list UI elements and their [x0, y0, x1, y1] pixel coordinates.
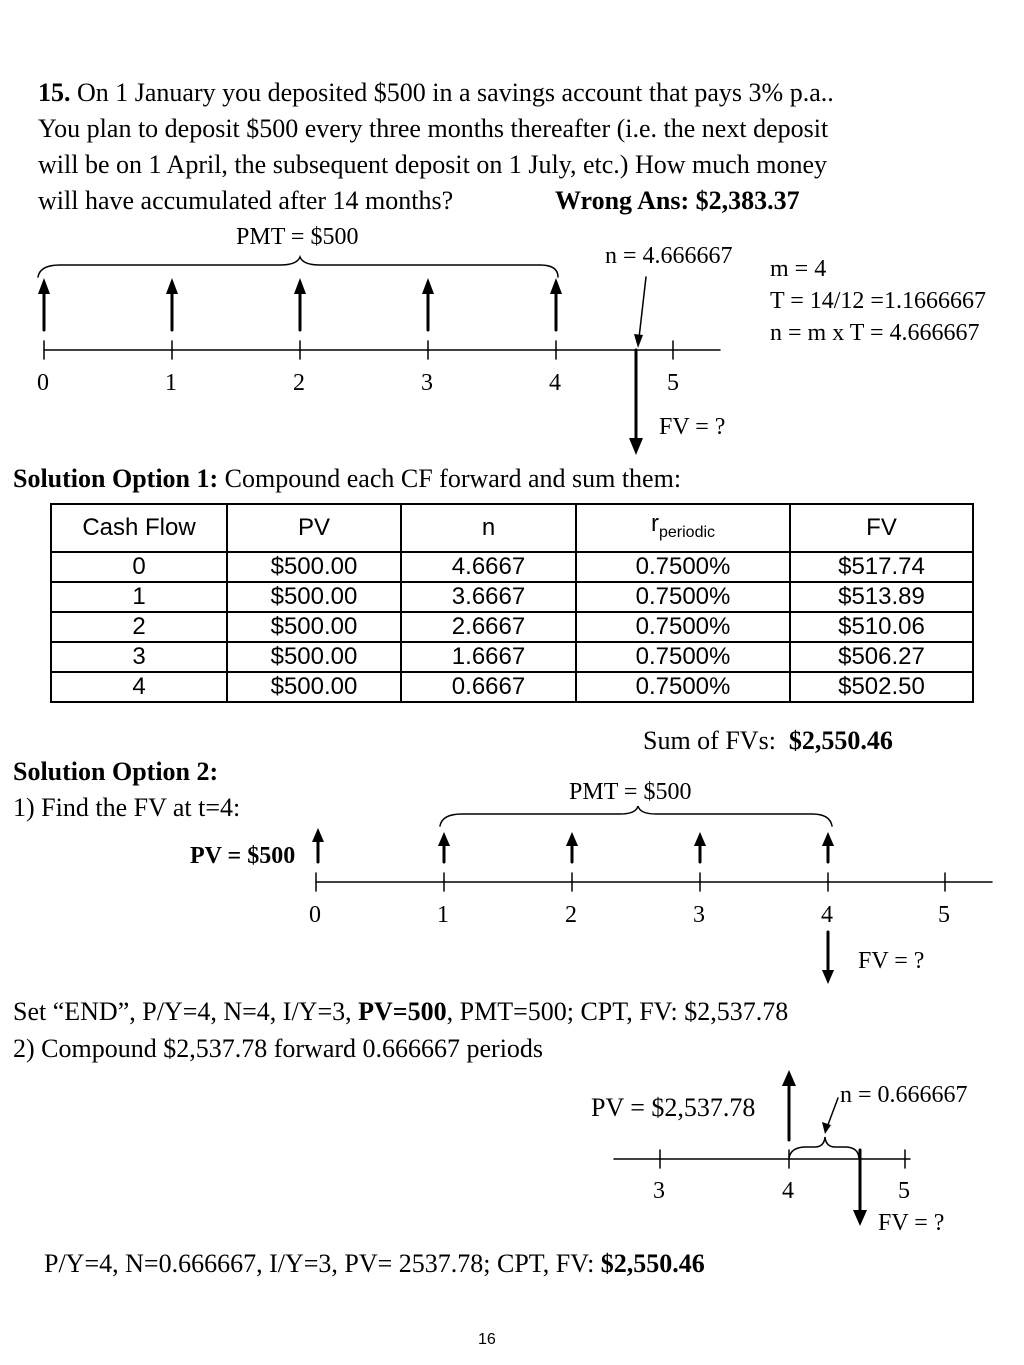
n-label-1: n = 4.666667 [605, 243, 733, 269]
cell: $500.00 [227, 582, 401, 612]
option2-step1: 1) Find the FV at t=4: [13, 793, 241, 822]
problem-line-1: 15. On 1 January you deposited $500 in a savings account that pays 3% p.a.. [38, 78, 834, 107]
note-m: m = 4 [770, 256, 827, 282]
col-fv: FV [790, 504, 973, 552]
cell: 0.7500% [576, 612, 790, 642]
cell: $513.89 [790, 582, 973, 612]
option1-text: Compound each CF forward and sum them: [218, 464, 682, 493]
table-row [51, 642, 973, 672]
tick-label: 2 [293, 370, 305, 396]
final-calculation: P/Y=4, N=0.666667, I/Y=3, PV= 2537.78; CPT, FV: $2,550.46 [44, 1249, 705, 1278]
pmt-brace-1 [38, 257, 558, 277]
problem-line-3: will be on 1 April, the subsequent deposit on 1 July, etc.) How much money [38, 150, 828, 179]
option2-heading: Solution Option 2: [13, 757, 219, 786]
calculator-step: Set “END”, P/Y=4, N=4, I/Y=3, PV=500, PMT=500; CPT, FV: $2,537.78 [13, 997, 789, 1026]
cell: 0.7500% [576, 552, 790, 582]
cash-flow-table [50, 503, 974, 703]
cell: 1.6667 [401, 642, 576, 672]
tick-label: 3 [693, 902, 705, 928]
tick-label: 0 [37, 370, 49, 396]
pv-label-3: PV = $2,537.78 [591, 1093, 756, 1122]
tick-label: 4 [782, 1178, 794, 1204]
tick-label: 0 [309, 902, 321, 928]
cell: $500.00 [227, 612, 401, 642]
note-t: T = 14/12 =1.1666667 [770, 288, 986, 314]
table-row [51, 672, 973, 702]
col-pv: PV [227, 504, 401, 552]
cell: 3.6667 [401, 582, 576, 612]
cell: 0.6667 [401, 672, 576, 702]
problem-number: 15. [38, 78, 71, 107]
cell: 4.6667 [401, 552, 576, 582]
page-number: 16 [478, 1331, 496, 1348]
fv-label-2: FV = ? [858, 948, 925, 974]
n-label-3: n = 0.666667 [840, 1082, 968, 1108]
cell: $510.06 [790, 612, 973, 642]
pmt-label-2: PMT = $500 [569, 779, 692, 805]
cell: 2 [51, 612, 227, 642]
option1-heading: Solution Option 1: [13, 464, 219, 493]
cell: $500.00 [227, 672, 401, 702]
cell: 4 [51, 672, 227, 702]
wrong-answer: Wrong Ans: $2,383.37 [555, 186, 800, 215]
tick-label: 1 [165, 370, 177, 396]
col-cash-flow: Cash Flow [51, 504, 227, 552]
tick-label: 5 [667, 370, 679, 396]
table-row [51, 582, 973, 612]
cell: $517.74 [790, 552, 973, 582]
tick-label: 4 [549, 370, 561, 396]
table-row [51, 612, 973, 642]
cell: $500.00 [227, 642, 401, 672]
col-n: n [401, 504, 576, 552]
n-brace-3 [789, 1137, 859, 1158]
problem-line-4: will have accumulated after 14 months? [38, 186, 454, 215]
sum-value: $2,550.46 [788, 726, 893, 755]
cell: 3 [51, 642, 227, 672]
tick-label: 5 [938, 902, 950, 928]
cell: 0.7500% [576, 582, 790, 612]
tick-label: 1 [437, 902, 449, 928]
sum-label: Sum of FVs: [643, 726, 776, 755]
option2-step2: 2) Compound $2,537.78 forward 0.666667 periods [13, 1034, 544, 1063]
cell: 1 [51, 582, 227, 612]
cell: 0.7500% [576, 672, 790, 702]
cell: $502.50 [790, 672, 973, 702]
option1-heading-line [13, 464, 681, 494]
sum-of-fvs [643, 726, 893, 756]
problem-line-2: You plan to deposit $500 every three months thereafter (i.e. the next deposit [38, 114, 829, 143]
n-pointer-1 [639, 277, 646, 338]
fv-label-3: FV = ? [878, 1210, 945, 1236]
tick-label: 4 [821, 902, 833, 928]
cell: 0.7500% [576, 642, 790, 672]
cell: $500.00 [227, 552, 401, 582]
cell: 2.6667 [401, 612, 576, 642]
table-row [51, 552, 973, 582]
pmt-brace-2 [440, 806, 832, 826]
tick-label: 3 [421, 370, 433, 396]
col-r-periodic: $r_{periodic}$ [576, 504, 790, 552]
tick-label: 5 [898, 1178, 910, 1204]
table-header-row [51, 504, 973, 552]
cell: $506.27 [790, 642, 973, 672]
pmt-label-1: PMT = $500 [236, 224, 359, 250]
note-n: n = m x T = 4.666667 [770, 320, 980, 346]
fv-label-1: FV = ? [659, 414, 726, 440]
pv-label-2: PV = $500 [190, 843, 296, 869]
tick-label: 3 [653, 1178, 665, 1204]
tick-label: 2 [565, 902, 577, 928]
cell: 0 [51, 552, 227, 582]
